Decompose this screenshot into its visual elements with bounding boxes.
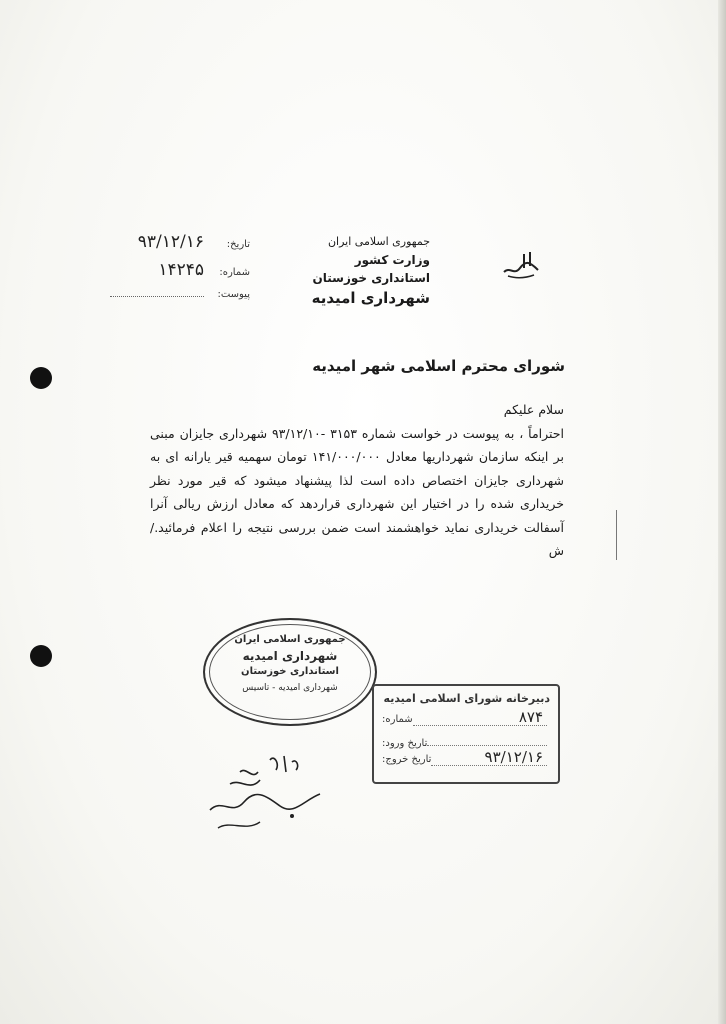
paper-edge-shadow bbox=[718, 0, 726, 1024]
meta-date-label: تاریخ: bbox=[226, 239, 250, 250]
meta-attachment-row bbox=[110, 288, 250, 316]
secretariat-stamp bbox=[372, 684, 560, 784]
secretariat-exit-row bbox=[382, 749, 550, 769]
meta-number-label: شماره: bbox=[219, 267, 250, 278]
meta-date-value: ۹۳/۱۲/۱۶ bbox=[137, 232, 204, 252]
seal-line-3: استانداری خوزستان bbox=[241, 666, 339, 677]
seal-line-2: شهرداری امیدیه bbox=[242, 649, 338, 663]
punch-hole-bottom bbox=[30, 645, 52, 667]
greeting: سلام علیکم bbox=[503, 402, 564, 417]
meta-number-value: ۱۴۲۴۵ bbox=[158, 260, 204, 280]
bismillah-emblem-icon bbox=[500, 248, 542, 282]
letterhead-ministry: وزارت کشور bbox=[354, 253, 430, 267]
letterhead-country: جمهوری اسلامی ایران bbox=[327, 235, 430, 248]
letter-meta bbox=[110, 232, 250, 316]
secretariat-entry-label: تاریخ ورود: bbox=[382, 738, 428, 749]
letterhead-municipality: شهرداری امیدیه bbox=[311, 289, 430, 307]
secretariat-exit-value: ۹۳/۱۲/۱۶ bbox=[431, 749, 547, 766]
punch-hole-top bbox=[30, 367, 52, 389]
secretariat-number-label: شماره: bbox=[382, 714, 413, 725]
secretariat-exit-label: تاریخ خروج: bbox=[382, 754, 432, 765]
meta-number-row bbox=[110, 260, 250, 288]
secretariat-number-row bbox=[382, 709, 550, 729]
margin-mark bbox=[616, 510, 617, 560]
meta-date-row bbox=[110, 232, 250, 260]
letter-body bbox=[150, 398, 564, 563]
secretariat-title: دبیرخانه شورای اسلامی امیدیه bbox=[383, 692, 550, 705]
meta-attachment-line bbox=[110, 288, 204, 297]
letterhead bbox=[270, 233, 430, 307]
secretariat-entry-row bbox=[382, 729, 550, 749]
recipient-heading: شورای محترم اسلامی شهر امیدیه bbox=[312, 357, 565, 375]
municipality-seal-stamp bbox=[203, 618, 377, 726]
secretariat-entry-value bbox=[427, 729, 547, 746]
secretariat-number-value: ۸۷۴ bbox=[413, 709, 547, 726]
letterhead-province: استانداری خوزستان bbox=[312, 271, 430, 285]
meta-attachment-label: پیوست: bbox=[217, 289, 250, 300]
handwritten-signature bbox=[200, 750, 340, 840]
seal-line-1: جمهوری اسلامی ایران bbox=[234, 634, 346, 645]
body-paragraph: احتراماً ، به پیوست در خواست شماره ۳۱۵۳ -۹۳/۱۲/۱۰ شهرداری جایزان مبنی بر اینکه سازمان شهرداریها معادل ۱۴۱/۰۰۰/۰۰۰ تومان سهمیه قیر یارانه ای به شهرداری جایزان اختصاص داده است لذا پیشنهاد میشود که قیر مورد نظر خریداری شده را در اختیار این شهرداری قراردهد که معادل ارزش ریالی آنرا آسفالت خریداری نماید خواهشمند است ضمن بررسی نتیجه را اعلام فرمائید./ش bbox=[150, 425, 565, 558]
seal-line-4: شهرداری امیدیه - تاسیس bbox=[242, 683, 338, 693]
